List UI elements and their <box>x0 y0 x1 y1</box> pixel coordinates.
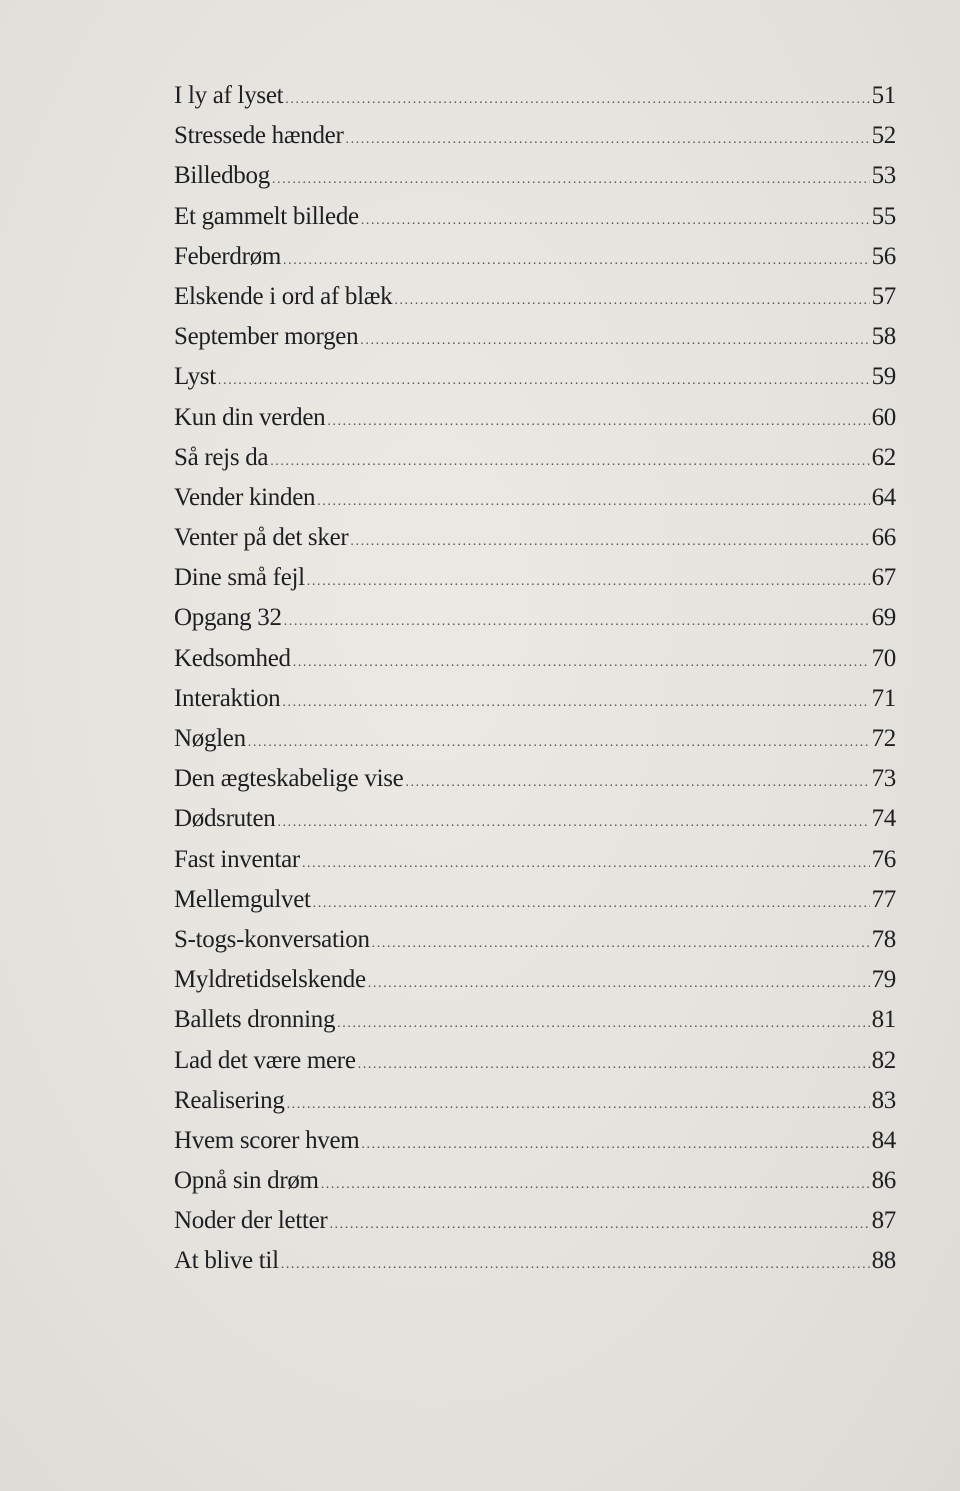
dot-leader <box>282 695 869 711</box>
dot-leader <box>218 373 870 389</box>
toc-entry-title: Et gammelt billede <box>174 202 359 230</box>
toc-entry <box>174 685 896 725</box>
toc-entry <box>174 1006 896 1046</box>
toc-entry <box>174 805 896 845</box>
toc-entry-page-number: 69 <box>871 604 896 632</box>
toc-entry-page-number: 66 <box>871 524 896 552</box>
toc-entry-title: Dødsruten <box>174 805 276 833</box>
toc-entry-page-number: 58 <box>871 323 896 351</box>
dot-leader <box>287 1097 870 1113</box>
toc-entry <box>174 363 896 403</box>
dot-leader <box>368 976 870 992</box>
toc-entry-page-number: 79 <box>871 966 896 994</box>
dot-leader <box>361 213 870 229</box>
toc-entry-title: Lad det være mere <box>174 1046 356 1074</box>
toc-entry <box>174 203 896 243</box>
toc-entry <box>174 926 896 966</box>
toc-entry-title: Hvem scorer hvem <box>174 1126 360 1154</box>
toc-entry-title: Noder der letter <box>174 1207 328 1235</box>
toc-entry <box>174 122 896 162</box>
toc-entry <box>174 725 896 765</box>
toc-entry <box>174 323 896 363</box>
toc-entry-title: Så rejs da <box>174 443 269 471</box>
toc-entry <box>174 645 896 685</box>
toc-entry-page-number: 84 <box>871 1126 896 1154</box>
toc-entry-title: Interaktion <box>174 684 281 712</box>
toc-entry-title: Myldretidselskende <box>174 966 366 994</box>
toc-entry-page-number: 56 <box>871 242 896 270</box>
toc-entry-page-number: 74 <box>871 805 896 833</box>
toc-entry <box>174 1247 896 1287</box>
toc-entry-page-number: 70 <box>871 644 896 672</box>
dot-leader <box>372 936 870 952</box>
toc-entry-title: S-togs-konversation <box>174 925 370 953</box>
dot-leader <box>329 1217 869 1233</box>
toc-entry-title: Realisering <box>174 1086 285 1114</box>
toc-entry-page-number: 77 <box>871 885 896 913</box>
dot-leader <box>248 735 870 751</box>
toc-entry-page-number: 67 <box>871 564 896 592</box>
dot-leader <box>270 454 869 470</box>
toc-entry-title: Dine små fejl <box>174 564 305 592</box>
dot-leader <box>358 1057 870 1073</box>
dot-leader <box>277 815 869 831</box>
toc-entry-title: I ly af lyset <box>174 82 284 109</box>
toc-entry-title: At blive til <box>174 1247 279 1275</box>
dot-leader <box>337 1016 869 1032</box>
toc-entry <box>174 1167 896 1207</box>
toc-entry-page-number: 55 <box>871 202 896 230</box>
toc-entry <box>174 162 896 202</box>
toc-entry-page-number: 52 <box>871 122 896 150</box>
toc-entry <box>174 1127 896 1167</box>
dot-leader <box>313 896 870 912</box>
toc-entry-page-number: 62 <box>871 443 896 471</box>
toc-entry-page-number: 51 <box>871 82 896 109</box>
toc-entry-title: Billedbog <box>174 162 270 190</box>
toc-entry-title: Mellemgulvet <box>174 885 311 913</box>
table-of-contents <box>174 82 896 1288</box>
dot-leader <box>405 775 869 791</box>
toc-entry-page-number: 53 <box>871 162 896 190</box>
dot-leader <box>293 655 870 671</box>
toc-entry-title: Elskende i ord af blæk <box>174 282 393 310</box>
dot-leader <box>285 92 869 108</box>
toc-entry <box>174 1087 896 1127</box>
toc-entry <box>174 243 896 283</box>
dot-leader <box>361 1137 869 1153</box>
toc-entry-page-number: 76 <box>871 845 896 873</box>
toc-entry-title: Vender kinden <box>174 483 316 511</box>
toc-entry-page-number: 78 <box>871 925 896 953</box>
toc-entry-title: Venter på det sker <box>174 524 349 552</box>
toc-entry <box>174 604 896 644</box>
toc-entry-title: Den ægteskabelige vise <box>174 765 404 793</box>
toc-entry <box>174 765 896 805</box>
toc-entry-title: Feberdrøm <box>174 242 281 270</box>
toc-entry <box>174 404 896 444</box>
dot-leader <box>302 856 870 872</box>
dot-leader <box>307 574 870 590</box>
toc-entry-page-number: 82 <box>871 1046 896 1074</box>
toc-entry <box>174 564 896 604</box>
toc-entry <box>174 283 896 323</box>
toc-entry-title: Opgang 32 <box>174 604 282 632</box>
dot-leader <box>394 293 869 309</box>
toc-entry-page-number: 60 <box>871 403 896 431</box>
dot-leader <box>317 494 869 510</box>
toc-entry-title: Fast inventar <box>174 845 300 873</box>
toc-entry-title: Opnå sin drøm <box>174 1167 319 1195</box>
toc-entry-page-number: 88 <box>871 1247 896 1275</box>
toc-entry-title: Ballets dronning <box>174 1006 336 1034</box>
toc-entry <box>174 484 896 524</box>
toc-entry <box>174 82 896 122</box>
toc-entry-title: Kun din verden <box>174 403 326 431</box>
toc-entry-title: Lyst <box>174 363 216 391</box>
toc-entry <box>174 444 896 484</box>
toc-entry-page-number: 86 <box>871 1167 896 1195</box>
toc-entry <box>174 524 896 564</box>
toc-entry-page-number: 71 <box>871 684 896 712</box>
toc-entry <box>174 886 896 926</box>
dot-leader <box>281 1257 870 1273</box>
dot-leader <box>327 414 869 430</box>
dot-leader <box>321 1177 870 1193</box>
toc-entry <box>174 1207 896 1247</box>
toc-entry-page-number: 57 <box>871 282 896 310</box>
dot-leader <box>272 172 870 188</box>
dot-leader <box>283 253 870 269</box>
dot-leader <box>284 614 870 630</box>
toc-entry <box>174 1047 896 1087</box>
toc-entry-title: September morgen <box>174 323 359 351</box>
toc-entry-page-number: 81 <box>871 1006 896 1034</box>
toc-entry-page-number: 87 <box>871 1207 896 1235</box>
toc-entry-title: Kedsomhed <box>174 644 291 672</box>
toc-entry-page-number: 72 <box>871 725 896 752</box>
toc-entry <box>174 966 896 1006</box>
toc-entry-page-number: 59 <box>871 363 896 391</box>
toc-entry-page-number: 73 <box>871 765 896 793</box>
toc-entry <box>174 846 896 886</box>
dot-leader <box>345 132 869 148</box>
toc-entry-page-number: 83 <box>871 1086 896 1114</box>
toc-entry-page-number: 64 <box>871 483 896 511</box>
toc-entry-title: Stressede hænder <box>174 122 344 150</box>
dot-leader <box>350 534 869 550</box>
toc-entry-title: Nøglen <box>174 725 246 752</box>
dot-leader <box>360 333 869 349</box>
